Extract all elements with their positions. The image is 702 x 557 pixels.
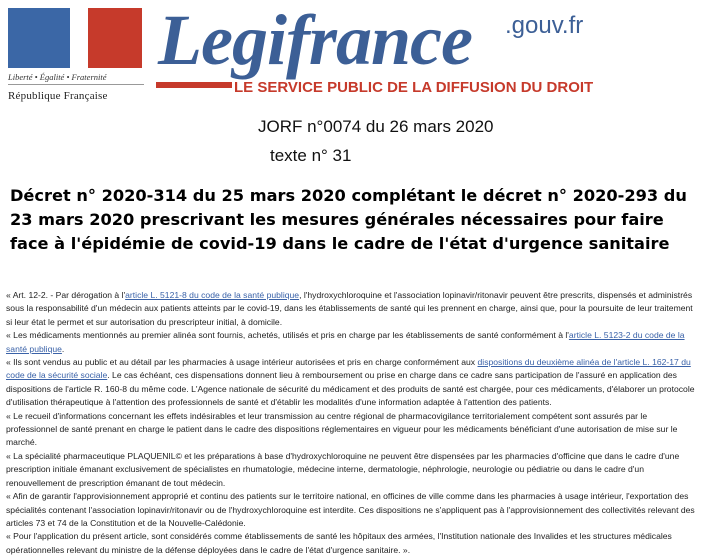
paragraph: « La spécialité pharmaceutique PLAQUENIL© et les préparations à base d'hydroxychloroquine ne peuvent être dispensées par les pharmacies d'officine que dans le cadre d'une prescription initiale émanant exclusivement de spécialistes en rhumatologie, médecine interne, dermatologie, néphrologie, neurologie ou pédiatrie ou dans le cadre d'un renouvellement de prescription émanant de tout médecin.	[6, 450, 680, 488]
title-line: face à l'épidémie de covid-19 dans le cadre de l'état d'urgence sanitaire	[10, 234, 670, 253]
title-line: Décret n° 2020-314 du 25 mars 2020 complétant le décret n° 2020-293 du	[10, 186, 687, 205]
republique-francaise: République Française	[8, 90, 108, 102]
paragraph: « Le recueil d'informations concernant les effets indésirables et leur transmission au centre régional de pharmacovigilance territorialement compétent sont assurés par le professionnel de santé prenant en charge le patient dans le cadre des dispositions réglementaires en vigueur pour les médicaments bénéficiant d'une autorisation de mise sur le marché.	[6, 410, 678, 448]
paragraph: « Afin de garantir l'approvisionnement approprié et continu des patients sur le territoire national, en officines de ville comme dans les pharmacies à usage intérieur, l'exportation des spécialités contenant l'association lopinavir/ritonavir ou de l'hydroxychloroquine est interdite. Ces dispositions ne s'appliquent pas à l'approvisionnement des collectivités relevant des articles 73 et 74 de la Constitution et de la Nouvelle-Calédonie.	[6, 491, 695, 528]
brand-suffix: .gouv.fr	[505, 12, 584, 39]
jorf-reference: JORF n°0074 du 26 mars 2020	[258, 117, 494, 136]
tagline: LE SERVICE PUBLIC DE LA DIFFUSION DU DROIT	[234, 79, 594, 96]
paragraph: « Pour l'application du présent article, sont considérés comme établissements de santé les hôpitaux des armées, l'Institution nationale des Invalides et les structures médicales opérationnelles relevant du ministre de la défense déployées dans le cadre de l'état d'urgence sanitaire. ».	[6, 531, 672, 555]
paragraph: « Ils sont vendus au public et au détail par les pharmacies à usage intérieur autorisées et pris en charge conformément aux dispositions du deuxième alinéa de l'article L. 162-17 du code de la sécurité sociale. Le cas échéant, ces dispensations donnent lieu à remboursement ou prise en charge dans ce cadre sans participation de l'assuré en application des dispositions de l'article R. 160-8 du même code. L'Agence nationale de sécurité du médicament et des produits de santé est chargée, pour ces médicaments, d'élaborer un protocole d'utilisation thérapeutique à l'attention des professionnels de santé et d'établir les modalités d'une information adaptée à l'attention des patients.	[6, 357, 695, 408]
brand-underline	[156, 82, 232, 88]
paragraph: « Art. 12-2. - Par dérogation à l'article L. 5121-8 du code de la santé publique, l'hydroxychloroquine et l'association lopinavir/ritonavir peuvent être prescrits, dispensés et administrés sous la responsabilité d'un médecin aux patients atteints par le covid-19, dans les établissements de santé qui les prennent en charge, ainsi que, pour la poursuite de leur traitement si leur état le permet et sur autorisation du prescripteur initial, à domicile.	[6, 290, 693, 327]
marianne-flag-icon	[8, 8, 142, 68]
legifrance-logo: Legifrance	[158, 0, 472, 80]
article-body	[6, 289, 696, 557]
motto: Liberté • Égalité • Fraternité	[8, 72, 144, 85]
article-link[interactable]: article L. 5123-2 du code de la santé publique	[6, 330, 685, 354]
texte-number: texte n° 31	[270, 146, 352, 165]
decree-title	[10, 184, 700, 256]
article-link[interactable]: article L. 5121-8 du code de la santé publique	[125, 290, 300, 300]
title-line: 23 mars 2020 prescrivant les mesures générales nécessaires pour faire	[10, 210, 664, 229]
article-link[interactable]: dispositions du deuxième alinéa de l'article L. 162-17 du code de la sécurité sociale	[6, 357, 691, 381]
paragraph: « Les médicaments mentionnés au premier alinéa sont fournis, achetés, utilisés et pris en charge par les établissements de santé conformément à l'article L. 5123-2 du code de la santé publique.	[6, 330, 685, 354]
